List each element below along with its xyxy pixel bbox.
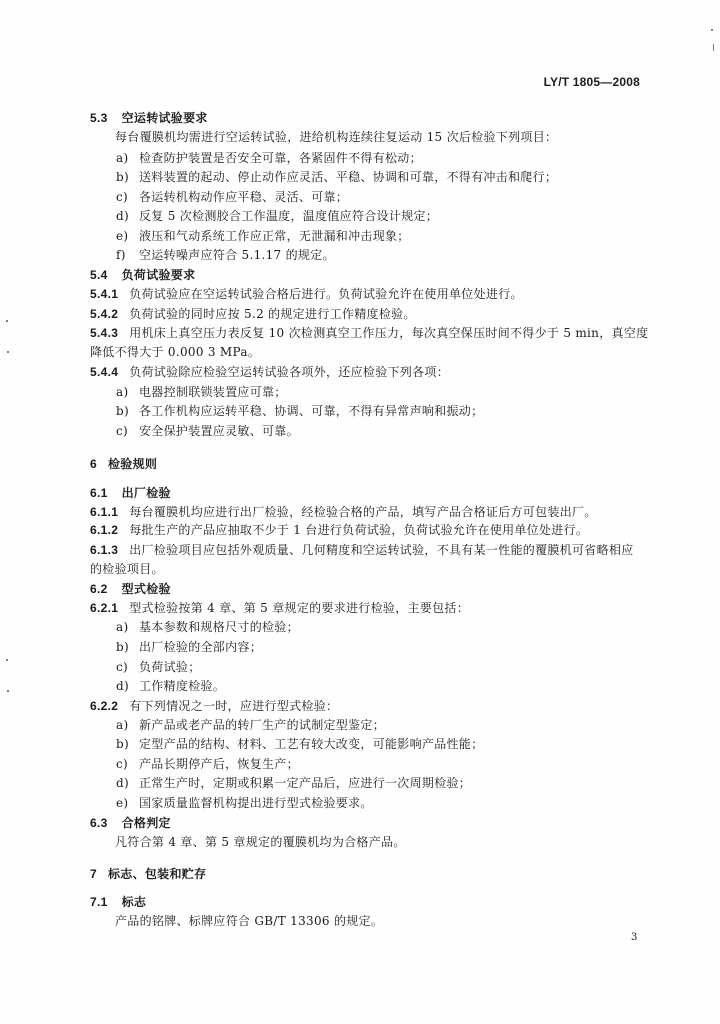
clause-6-1-3-continuation: 的检验项目。 (90, 562, 164, 576)
list-item (116, 228, 410, 244)
clause-6-1-1 (90, 504, 597, 520)
clause-5-3-heading (90, 110, 208, 126)
item-text: 出厂检验的全部内容； (139, 640, 263, 654)
clause-6-3-heading (90, 815, 171, 831)
clause-number: 6.1 (90, 486, 108, 500)
clause-number: 5.4 (90, 268, 108, 282)
item-label: b) (116, 737, 129, 751)
item-label: d) (116, 209, 129, 223)
chapter-6-heading (90, 456, 157, 472)
clause-number: 5.4.1 (90, 287, 119, 301)
item-text: 工作精度检验。 (139, 679, 226, 693)
clause-number: 5.4.4 (90, 365, 119, 379)
clause-5-4-heading (90, 267, 195, 283)
clause-5-4-1 (90, 286, 523, 302)
item-label: f) (116, 248, 126, 262)
item-label: b) (116, 170, 129, 184)
item-text: 定型产品的结构、材料、工艺有较大改变，可能影响产品性能； (139, 737, 484, 751)
item-label: b) (116, 640, 129, 654)
item-text: 基本参数和规格尺寸的检验； (139, 620, 299, 634)
list-item (116, 717, 385, 733)
item-text: 新产品或老产品的转厂生产的试制定型鉴定； (139, 718, 386, 732)
clause-6-2-heading (90, 581, 171, 597)
scan-speck (6, 659, 8, 661)
clause-number: 6.1.2 (90, 523, 119, 537)
item-text: 送料装置的起动、停止动作应灵活、平稳、协调和可靠，不得有冲击和爬行； (139, 170, 558, 184)
item-label: b) (116, 404, 129, 418)
clause-5-4-4 (90, 364, 449, 380)
clause-5-4-3 (90, 325, 648, 341)
item-text: 电器控制联锁装置应可靠； (139, 385, 287, 399)
clause-number: 6.1.3 (90, 543, 119, 557)
item-text: 国家质量监督机构提出进行型式检验要求。 (139, 796, 373, 810)
item-label: e) (116, 796, 129, 810)
item-label: a) (116, 620, 129, 634)
clause-6-2-2 (90, 698, 338, 714)
list-item (116, 756, 299, 772)
clause-number: 5.4.3 (90, 326, 119, 340)
clause-title: 空运转试验要求 (121, 111, 208, 125)
clause-number: 6.2.1 (90, 601, 119, 615)
item-label: a) (116, 385, 129, 399)
item-text: 反复 5 次检测胶合工作温度，温度值应符合设计规定； (139, 209, 439, 223)
clause-text: 有下列情况之一时，应进行型式检验： (129, 699, 339, 713)
standard-code: LY/T 1805—2008 (543, 75, 640, 89)
item-label: c) (116, 424, 129, 438)
clause-title: 出厂检验 (121, 486, 171, 500)
item-text: 空运转噪声应符合 5.1.17 的规定。 (139, 248, 335, 262)
list-item (116, 678, 225, 694)
item-label: c) (116, 190, 129, 204)
item-label: a) (116, 151, 129, 165)
page-number: 3 (631, 932, 638, 943)
clause-title: 标志 (121, 895, 147, 909)
list-item (116, 150, 422, 166)
item-label: d) (116, 776, 129, 790)
clause-7-1-text: 产品的铭牌、标牌应符合 GB/T 13306 的规定。 (115, 914, 384, 928)
list-item (116, 169, 557, 185)
item-text: 正常生产时，定期或积累一定产品后，应进行一次周期检验； (139, 776, 472, 790)
scan-speck (713, 44, 714, 51)
item-text: 负荷试验； (139, 660, 201, 674)
clause-6-1-3 (90, 542, 634, 558)
clause-number: 6.1.1 (90, 505, 119, 519)
item-text: 产品长期停产后，恢复生产； (139, 757, 299, 771)
clause-number: 5.4.2 (90, 307, 119, 321)
list-item (116, 639, 262, 655)
list-item (116, 247, 335, 263)
chapter-title: 标志、包装和贮存 (107, 867, 207, 881)
clause-text: 型式检验按第 4 章、第 5 章规定的要求进行检验，主要包括： (129, 601, 470, 615)
item-label: c) (116, 660, 129, 674)
clause-number: 6.2 (90, 582, 108, 596)
chapter-title: 检验规则 (107, 457, 158, 471)
list-item (116, 659, 201, 675)
clause-5-3-intro: 每台覆膜机均需进行空运转试验，进给机构连续往复运动 15 次后检验下列项目： (115, 130, 558, 144)
list-item (116, 736, 483, 752)
clause-text: 负荷试验应在空运转试验合格后进行。负荷试验允许在使用单位处进行。 (129, 287, 523, 301)
item-text: 各运转机构动作应平稳、灵活、可靠； (139, 190, 349, 204)
list-item (116, 384, 287, 400)
list-item (116, 189, 348, 205)
chapter-number: 6 (90, 457, 97, 471)
list-item (116, 795, 373, 811)
clause-6-2-1 (90, 600, 469, 616)
clause-text: 负荷试验的同时应按 5.2 的规定进行工作精度检验。 (129, 307, 416, 321)
clause-text: 用机床上真空压力表反复 10 次检测真空工作压力，每次真空保压时间不得少于 5 min，真空度 (129, 326, 649, 340)
clause-6-1-heading (90, 485, 171, 501)
clause-text: 出厂检验项目应包括外观质量、几何精度和空运转试验，不具有某一性能的覆膜机可省略相应 (129, 543, 634, 557)
chapter-number: 7 (90, 867, 97, 881)
clause-text: 每批生产的产品应抽取不少于 1 台进行负荷试验，负荷试验允许在使用单位处进行。 (129, 523, 589, 537)
list-item (116, 208, 438, 224)
scan-speck (7, 690, 9, 692)
item-label: d) (116, 679, 129, 693)
item-text: 液压和气动系统工作应正常，无泄漏和冲击现象； (139, 229, 410, 243)
clause-6-1-2 (90, 522, 588, 538)
list-item (116, 423, 299, 439)
item-label: e) (116, 229, 129, 243)
clause-number: 6.3 (90, 816, 108, 830)
scan-speck (6, 320, 8, 322)
item-label: a) (116, 718, 129, 732)
list-item (116, 403, 483, 419)
scan-speck (711, 29, 713, 31)
clause-title: 合格判定 (121, 816, 171, 830)
list-item (116, 619, 299, 635)
clause-5-4-2 (90, 306, 416, 322)
clause-7-1-heading (90, 894, 146, 910)
clause-6-3-text: 凡符合第 4 章、第 5 章规定的覆膜机均为合格产品。 (115, 835, 406, 849)
clause-number: 7.1 (90, 895, 108, 909)
item-text: 安全保护装置应灵敏、可靠。 (139, 424, 299, 438)
clause-text: 每台覆膜机均应进行出厂检验，经检验合格的产品，填写产品合格证后方可包装出厂。 (129, 505, 597, 519)
list-item (116, 775, 471, 791)
clause-title: 负荷试验要求 (121, 268, 196, 282)
scan-speck (7, 351, 9, 353)
clause-title: 型式检验 (121, 582, 171, 596)
clause-text: 负荷试验除应检验空运转试验各项外，还应检验下列各项： (129, 365, 450, 379)
chapter-7-heading (90, 866, 206, 882)
item-text: 检查防护装置是否安全可靠，各紧固件不得有松动； (139, 151, 422, 165)
item-text: 各工作机构应运转平稳、协调、可靠，不得有异常声响和振动； (139, 404, 484, 418)
clause-number: 6.2.2 (90, 699, 119, 713)
item-label: c) (116, 757, 129, 771)
clause-5-4-3-continuation: 降低不得大于 0.000 3 MPa。 (90, 345, 261, 359)
clause-number: 5.3 (90, 111, 108, 125)
